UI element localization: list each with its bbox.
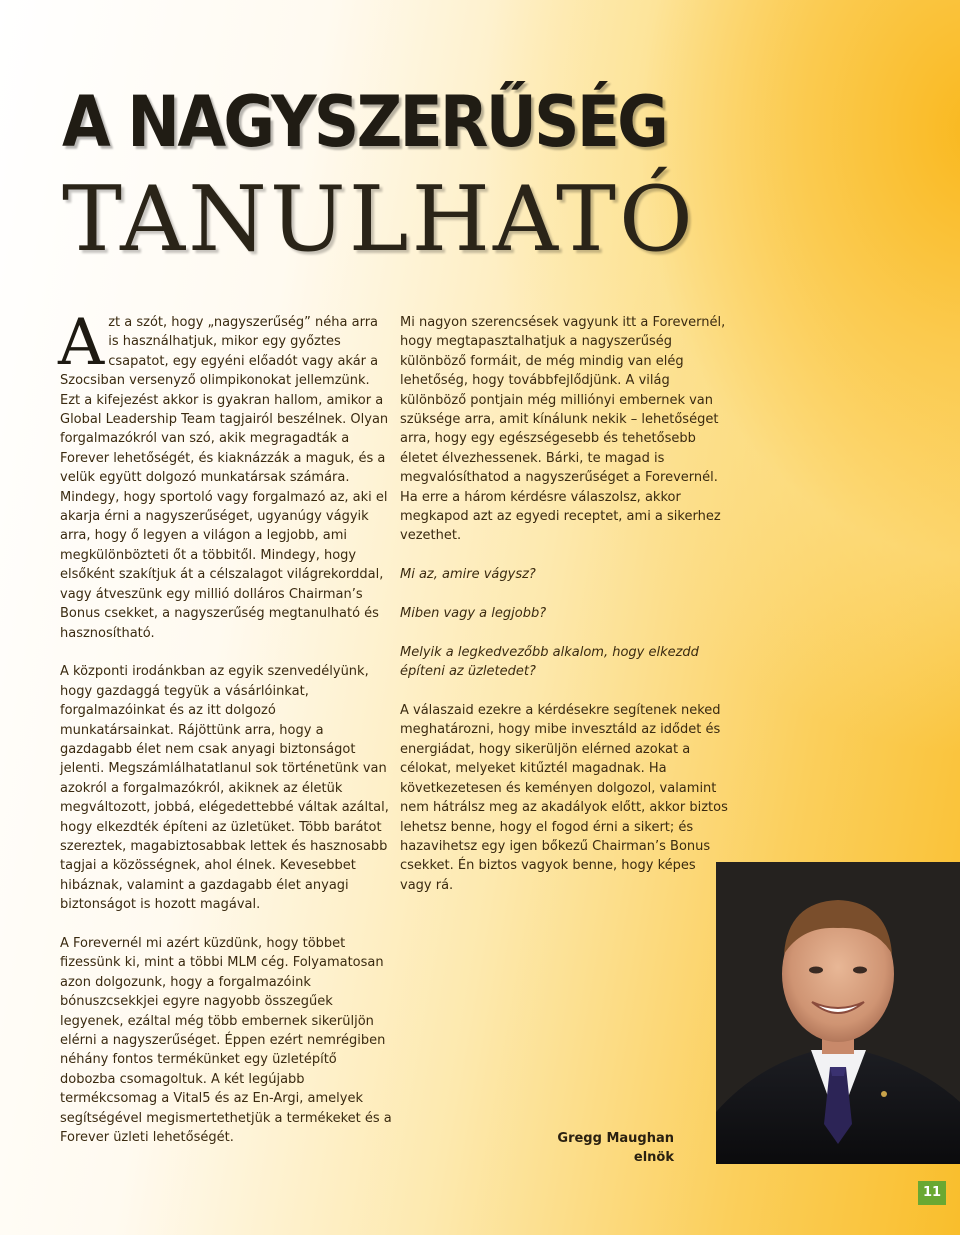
headline: A NAGYSZERŰSÉG (62, 81, 667, 163)
drop-cap: A (58, 306, 105, 380)
article-right-column (400, 313, 730, 915)
headline-subtitle: TANULHATÓ (62, 167, 696, 272)
question-1: Mi az, amire vágysz? (400, 567, 536, 583)
question-3: Melyik a legkedvezőbb alkalom, hogy elkezdd építeni az üzletedet? (400, 644, 699, 680)
article-left-column (58, 306, 392, 1167)
body-paragraph-3: A Forevernél mi azért küzdünk, hogy többet fizessünk ki, mint a többi MLM cég. Folyamatosan azon dolgozunk, hogy a forgalmazóink bónuszcsekkjei egyre nagyobb összegűek legyenek, ezáltal még több embernek sikerüljön elérni a nagyszerűséget. Éppen ezért nemrégiben néhány fontos termékünket egy üzletépítő dobozba csomagoltuk. A két legújabb termékcsomag a Vital5 és az En-Argi, amelyek segítségével megismertethetjük a termékeket és a Forever üzleti lehetőségét. (60, 935, 392, 1146)
page-number: 11 (918, 1181, 946, 1205)
caption-role: elnök (633, 1150, 674, 1166)
right-intro-paragraph: Mi nagyon szerencsések vagyunk itt a Forevernél, hogy megtapasztalhatjuk a nagyszerűség különböző formáit, de még mindig van elég lehetőség, hogy továbbfejlődjünk. A világ különböző pontjain még milliónyi embernek van szüksége arra, amit kínálunk nekik – lehetőséget arra, hogy egy egészségesebb és tehetősebb életet élvezhessenek. Bárki, te magad is megvalósíthatod a nagyszerűséget a Forevernél. Ha erre a három kérdésre válaszolsz, akkor megkapod azt az egyedi receptet, ami a sikerhez vezethet. (400, 315, 726, 544)
intro-paragraph-text: zt a szót, hogy „nagyszerűség” néha arra is használhatjuk, mikor egy győztes csapatot, egy egyéni előadót vagy akár a Szocsiban versenyző olimpikonokat jellemzünk. Ezt a kifejezést akkor is gyakran hallom, amikor a Global Leadership Team tagjairól beszélnek. Olyan forgalmazókról van szó, akik megragadták a Forever lehetőségét, és kiaknázzák a maguk, és a velük együtt dolgozó munkatársak számára. Mindegy, hogy sportoló vagy forgalmazó az, aki el akarja érni a nagyszerűséget, ugyanúgy vágyik arra, hogy ő legyen a világon a legjobb, ami megkülönbözteti őt a többitől. Mindegy, hogy elsőként szakítjuk át a célszalagot világrekorddal, vagy átveszünk egy millió dolláros Chairman’s Bonus csekket, a nagyszerűség megtanulható és hasznosítható. (60, 315, 389, 641)
closing-paragraph: A válaszaid ezekre a kérdésekre segítenek neked meghatározni, hogy mibe invesztáld az idődet és energiádat, hogy sikerüljön elérned azokat a célokat, melyeket kitűztél magadnak. Ha következetesen és keményen dolgozol, valamint nem hátrálsz meg az akadályok előtt, akkor biztos lehetsz benne, hogy el fogod érni a sikert; és hazavihetsz egy igen bőkezű Chairman’s Bonus csekket. Én biztos vagyok benne, hogy képes vagy rá. (400, 703, 728, 893)
portrait-illustration (716, 862, 960, 1164)
photo-caption (500, 1129, 674, 1168)
intro-paragraph (58, 306, 392, 643)
question-2: Miben vagy a legjobb? (400, 606, 547, 622)
body-paragraph-2: A központi irodánkban az egyik szenvedélyünk, hogy gazdaggá tegyük a vásárlóinkat, forgalmazóinkat és az itt dolgozó munkatársainkat. Rájöttünk arra, hogy a gazdagabb élet nem csak anyagi biztonságot jelenti. Megszámlálhatatlanul sok történetünk van azokról a forgalmazókról, akiknek az életük megváltozott, jobbá, elégedettebbé váltak azáltal, hogy elkezdték építeni az üzletüket. Több barátot szereztek, magabiztosabbak lettek és hasznosabb tagjai a közösségnek, ahol élnek. Kevesebbet hibáznak, valamint a gazdagabb élet anyagi biztonságot is hozott magával. (60, 664, 389, 913)
portrait-photo (716, 862, 960, 1164)
caption-name: Gregg Maughan (557, 1131, 674, 1146)
